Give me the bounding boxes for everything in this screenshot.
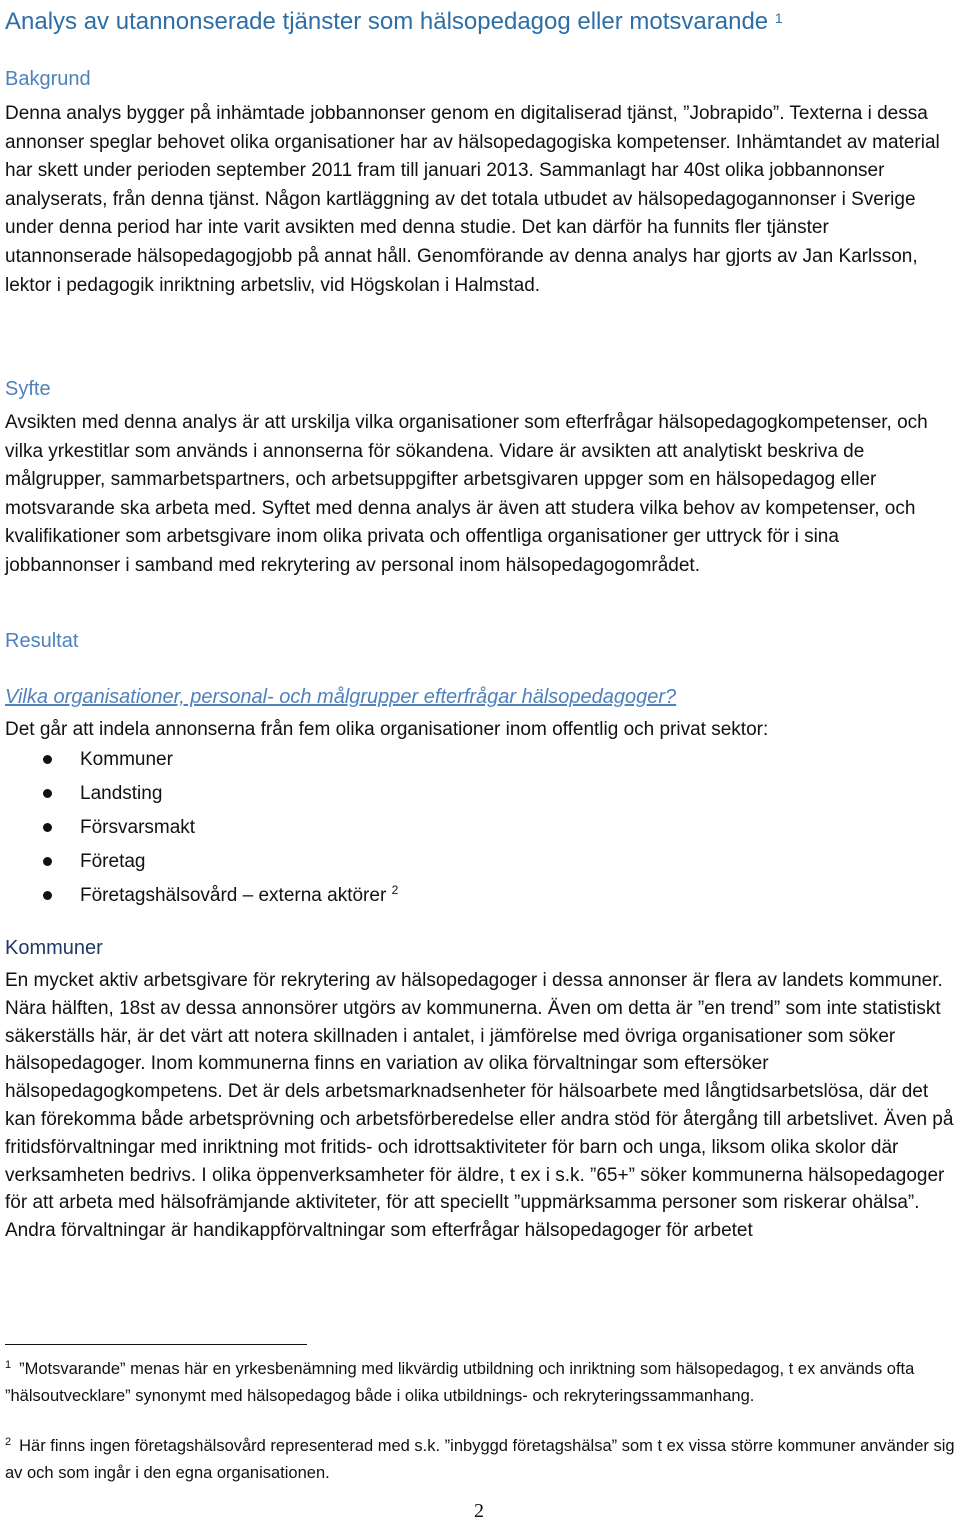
list-item <box>0 879 600 913</box>
list-item-label: Landsting <box>80 783 163 804</box>
list-item-label: Företagshälsovård – externa aktörer <box>80 885 387 906</box>
paragraph-kommuner: En mycket aktiv arbetsgivare för rekrytering av hälsopedagoger i dessa annonser är flera av landets kommuner. Nära hälften, 18st av dessa annonsörer utgörs av kommunerna. Även om detta är ”en trend” som inte statistiskt säkerställs här, är det värt att notera skillnaden i antalet, i jämförelse med övriga organisationer som söker hälsopedagoger. Inom kommunerna finns en variation av olika förvaltningar som eftersöker hälsopedagogkompetens. Det är dels arbetsmarknadsenheter för hälsoarbete med långtidsarbetslösa, där det kan förekomma både arbetsprövning och arbetsförberedelse eller andra stöd för återgång till arbetslivet. Även på fritidsförvaltningar med inriktning mot fritids- och idrottsaktiviteter för barn och unga, liksom olika skolor där verksamheten bedrivs. I olika öppenverksamheter för äldre, t ex i s.k. ”65+” söker kommunerna hälsopedagoger för att arbeta med hälsofrämjande aktiviteter, för att speciellt ”uppmärksamma personer som riskerar ohälsa”. Andra förvaltningar är handikappförvaltningar som efterfrågar hälsopedagoger för arbetet <box>5 970 954 1242</box>
bullet-icon <box>43 857 52 866</box>
paragraph-resultat-intro: Det går att indela annonserna från fem olika organisationer inom offentlig och privat sektor: <box>5 719 769 740</box>
footnote-ref-2: 2 <box>391 883 399 897</box>
list-item <box>0 743 600 777</box>
bullet-icon <box>43 823 52 832</box>
list-item-label: Försvarsmakt <box>80 817 196 838</box>
question-heading: Vilka organisationer, personal- och målgrupper efterfrågar hälsopedagoger? <box>5 686 677 708</box>
footnote-number: 1 <box>5 1359 12 1371</box>
list-item <box>0 811 600 845</box>
heading-resultat: Resultat <box>5 630 79 652</box>
paragraph-syfte: Avsikten med denna analys är att urskilja vilka organisationer som efterfrågar hälsopedagogkompetenser, och vilka yrkestitlar som används i annonserna för sökandena. Vidare är avsikten att analytiskt beskriva de målgrupper, sammarbetspartners, och arbetsuppgifter arbetsgivaren uppger som en hälsopedagog eller motsvarande ska arbeta med. Syftet med denna analys är även att studera vilka behov av kompetenser, och kvalifikationer som arbetsgivare inom olika privata och offentliga organisationer ger uttryck för i sina jobbannonser i samband med rekrytering av personal inom hälsopedagogområdet. <box>5 412 928 576</box>
footnote-ref-1: 1 <box>774 10 783 26</box>
footnote-1 <box>5 1357 960 1409</box>
page-title <box>5 6 957 40</box>
heading-bakgrund: Bakgrund <box>5 68 91 90</box>
footnote-text: Här finns ingen företagshälsovård representerad med s.k. ”inbyggd företagshälsa” som t ex vissa större kommuner använder sig av och som ingår i den egna organisationen. <box>5 1437 955 1482</box>
footnote-number: 2 <box>5 1436 12 1448</box>
paragraph-bakgrund: Denna analys bygger på inhämtade jobbannonser genom en digitaliserad tjänst, ”Jobrapido”. Texterna i dessa annonser speglar behovet olika organisationer har av hälsopedagogiska kompetenser. Inhämtandet av material har skett under perioden september 2011 fram till januari 2013. Sammanlagt har 40st olika jobbannonser analyserats, från denna tjänst. Någon kartläggning av det totala utbudet av hälsopedagogannonser i Sverige under denna period har inte varit avsikten med denna studie. Det kan därför ha funnits fler tjänster utannonserade hälsopedagogjobb på annat håll. Genomförande av denna analys har gjorts av Jan Karlsson, lektor i pedagogik inriktning arbetsliv, vid Högskolan i Halmstad. <box>5 103 940 296</box>
list-item <box>0 777 600 811</box>
list-item-label: Företag <box>80 851 146 872</box>
page-title-text: Analys av utannonserade tjänster som hälsopedagog eller motsvarande <box>5 8 769 35</box>
bullet-icon <box>43 755 52 764</box>
bullet-icon <box>43 789 52 798</box>
footnote-divider <box>5 1344 307 1345</box>
heading-syfte: Syfte <box>5 378 51 400</box>
page-number: 2 <box>474 1500 484 1522</box>
heading-kommuner: Kommuner <box>5 937 103 959</box>
footnote-text: ”Motsvarande” menas här en yrkesbenämning med likvärdig utbildning och inriktning som hälsopedagog, t ex används ofta ”hälsoutvecklare” synonymt med hälsopedagog både i olika utbildnings- och rekryteringssammanhang. <box>5 1360 915 1405</box>
list-item <box>0 845 600 879</box>
organisation-list <box>0 743 600 913</box>
bullet-icon <box>43 891 52 900</box>
footnote-2 <box>5 1434 960 1486</box>
list-item-label: Kommuner <box>80 749 173 770</box>
